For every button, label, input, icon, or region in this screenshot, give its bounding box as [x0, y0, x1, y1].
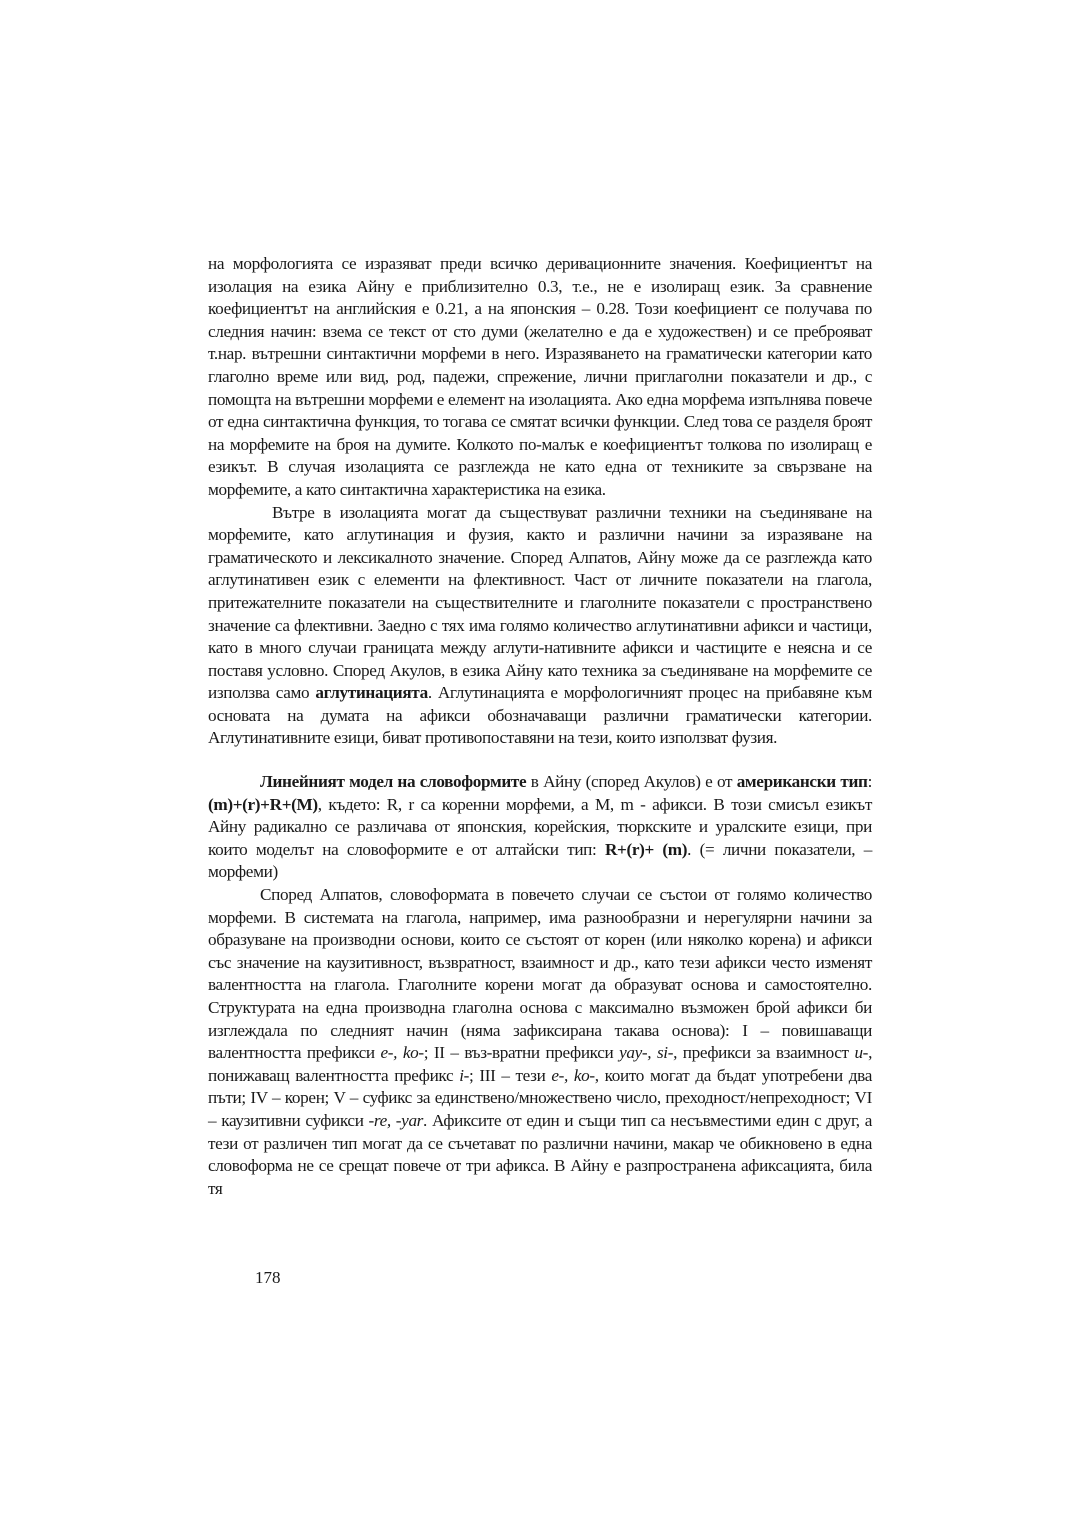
main-text [208, 253, 872, 1200]
italic-affix: yay-, si- [619, 1043, 674, 1063]
text-span: . (= лични показатели, – морфеми) [208, 839, 873, 882]
bold-formula: (m)+(r)+R+(M) [208, 794, 318, 814]
bold-formula: R+(r)+ (m) [604, 839, 688, 859]
italic-affix: u- [854, 1043, 869, 1063]
paragraph-linear-model [208, 771, 872, 884]
italic-affix: e-, ko- [380, 1043, 424, 1063]
text-span: в Айну (според Акулов) е от [526, 772, 737, 792]
italic-affix: e-, ko- [551, 1065, 595, 1085]
text-span: Вътре в изолацията могат да съществуват различни техники на съединяване на морфемите, като аглутинация и фузия, както и различни начини за изразяване на граматическото и лексикалното значение. Според Алпатов, Айну може да се разглежда като аглутинативен език с елементи на флективност. Част от личните показатели на глагола, притежателните показатели на съществителните и глаголните показатели с пространствено значение са флективни. Заедно с тях има голямо количество аглутинативни афикси и частици, като в много случаи границата между аглути-нативните афикси и частиците е неясна и се поставя условно. Според Акулов, в езика Айну като техника за съединяване на морфемите се използва само [208, 502, 872, 703]
text-span: , префикси за взаимност [673, 1043, 855, 1063]
text-span: ; II – въз-вратни префикси [423, 1043, 620, 1063]
bold-term: аглутинацията [315, 683, 428, 703]
italic-affix: -re, -yar [368, 1110, 424, 1130]
bold-term: Линейният модел на словоформите [260, 772, 527, 792]
text-span: ; III – тези [469, 1065, 552, 1085]
text-span: , понижаващ валентността префикс [208, 1043, 873, 1085]
text-span: Според Алпатов, словоформата в повечето случаи се състои от голямо количество морфеми. В системата на глагола, например, има разнообразни и нерегулярни начини за образуване на производни основи, които се състоят от корен (или няколко корена) и афикси със значение на каузитивност, възвратност, взаимност и др., като тези афикси често изменят валентността на глагола. Глаголните корени могат да образуват основа и самостоятелно. Структурата на една производна глаголна основа с максимално възможен брой афикси би изглеждала по следният начин (няма зафиксирана такава основа): I – повишаващи валентността префикси [208, 885, 872, 1063]
paragraph-agglutination [208, 502, 872, 751]
text-span: . Аглутинацията е морфологичният процес на прибавяне към основата на думата на афикси обозначаващи различни граматически категории. Аглутинативните езици, биват противопоставяни на тези, които използват фузия. [208, 683, 872, 748]
text-span: : [867, 772, 872, 792]
italic-affix: i- [459, 1065, 469, 1085]
paragraph-word-form-structure [208, 884, 872, 1200]
page-number: 178 [255, 1268, 281, 1287]
text-span: . Афиксите от един и същи тип са несъвместими един с друг, а тези от различен тип могат да се съчетават по различни начини, макар че обикновено в една словоформа не се срещат повече от три афикса. В Айну е разпространена афиксацията, била тя [208, 1110, 872, 1198]
bold-term: американски тип [736, 772, 868, 792]
paragraph-isolation-coefficient: на морфологията се изразяват преди всичко деривационните значения. Коефициентът на изолация на езика Айну е приблизително 0.3, т.е., не е изолиращ език. За сравнение коефициентът на английския е 0.21, а на японския – 0.28. Този коефициент се получава по следния начин: взема се текст от сто думи (желателно е да е художествен) и се преброяват т.нар. вътрешни синтактични морфеми в него. Изразяването на граматически категории като глаголно време или вид, род, падежи, спрежение, лични приглаголни показатели и др., с помощта на вътрешни морфеми е елемент на изолацията. Ако една морфема изпълнява повече от една синтактична функция, то тогава се смятат всички функции. След това се разделя броят на морфемите на броя на думите. Колкото по-малък е коефициентът толкова по изолиращ е езикът. В случая изолацията се разглежда не като една от техниките за свързване на морфемите, а като синтактична характеристика на езика. [208, 254, 872, 499]
text-span: , където: R, r са коренни морфеми, а M, m - афикси. В този смисъл езикът Айну радикално се различава от японския, корейския, тюркските и уралските езици, при които моделът на словоформите е от алтайски тип: [208, 794, 872, 859]
text-span: , които могат да бъдат употребени два пъти; IV – корен; V – суфикс за единствено/множествено число, преходност/непреходност; VI – каузитивни суфикси [208, 1065, 872, 1130]
